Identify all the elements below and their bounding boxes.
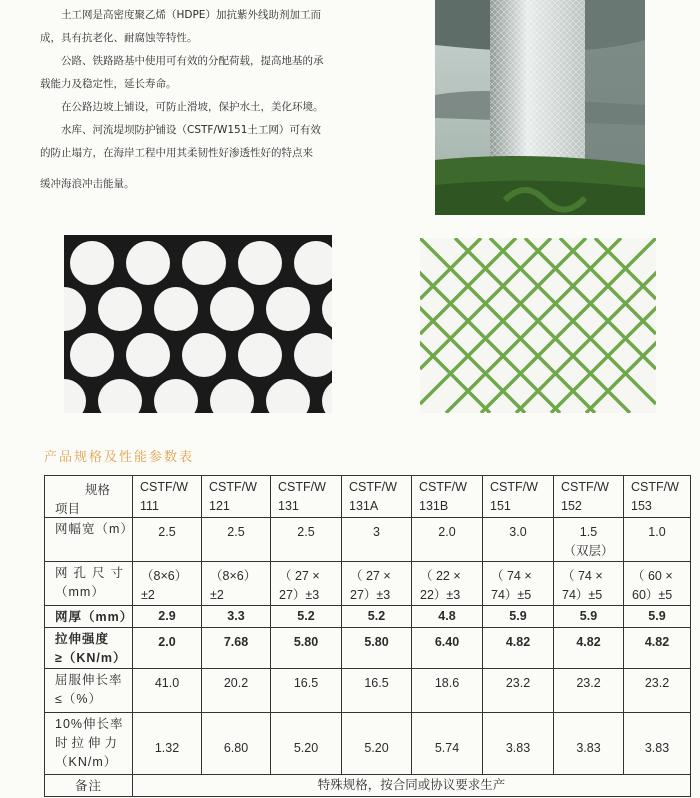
cell: 5.20: [342, 713, 412, 775]
cell: 4.82: [554, 628, 624, 669]
cell: （ 74 × 74）±5: [483, 562, 554, 606]
cell: 7.68: [202, 628, 271, 669]
cell: 16.5: [271, 669, 342, 713]
row-label: 网厚（mm）: [45, 606, 133, 628]
row-label: 网孔尺寸 （mm）: [45, 562, 133, 606]
intro-line: 成，具有抗老化、耐腐蚀等特性。: [40, 32, 198, 44]
cell: 1.0: [624, 518, 691, 562]
table-row: [45, 775, 691, 797]
row-label: 备注: [45, 775, 133, 797]
model-header: CSTF/W 131A: [342, 476, 412, 518]
cell: （ 27 × 27）±3: [271, 562, 342, 606]
cell: 20.2: [202, 669, 271, 713]
cell: 4.8: [412, 606, 483, 628]
cell: 3.83: [624, 713, 691, 775]
green-geonet-image: [420, 238, 656, 413]
model-header: CSTF/W 131: [271, 476, 342, 518]
cell: （ 74 × 74）±5: [554, 562, 624, 606]
table-row: [45, 628, 691, 669]
cell: 18.6: [412, 669, 483, 713]
cell: 2.5: [202, 518, 271, 562]
cell: （ 22 × 22）±3: [412, 562, 483, 606]
remark-cell: 特殊规格，按合同或协议要求生产: [133, 775, 691, 797]
table-row: [45, 606, 691, 628]
cell: 23.2: [483, 669, 554, 713]
model-header: CSTF/W 152: [554, 476, 624, 518]
row-label: 10%伸长率 时拉伸力 （KN/m）: [45, 713, 133, 775]
cell: 4.82: [624, 628, 691, 669]
black-geonet-image: [64, 235, 332, 413]
cell: 2.5: [133, 518, 202, 562]
intro-line: 在公路边坡上铺设，可防止滑坡，保护水土，美化环境。: [61, 101, 324, 113]
corner-top: 规格: [85, 483, 111, 497]
section-title: 产品规格及性能参数表: [44, 450, 195, 465]
spec-table: [44, 475, 691, 797]
cell: 2.0: [412, 518, 483, 562]
cell: 6.40: [412, 628, 483, 669]
intro-line: 的防止塌方，在海岸工程中用其柔韧性好渗透性好的特点来: [40, 147, 313, 159]
intro-line: 缓冲海浪冲击能量。: [40, 178, 135, 190]
cell: 41.0: [133, 669, 202, 713]
cell: （ 60 × 60）±5: [624, 562, 691, 606]
table-row: [45, 562, 691, 606]
cell: 5.74: [412, 713, 483, 775]
corner-cell: [45, 476, 133, 518]
table-row: [45, 518, 691, 562]
cell: 2.0: [133, 628, 202, 669]
row-label: 屈服伸长率 ≤（%）: [45, 669, 133, 713]
cell: 3.83: [483, 713, 554, 775]
cell: 5.2: [271, 606, 342, 628]
pillar-photo: [435, 0, 645, 215]
cell: 5.9: [483, 606, 554, 628]
table-row: [45, 669, 691, 713]
cell: 5.80: [342, 628, 412, 669]
row-label: 拉伸强度 ≥（KN/m）: [45, 628, 133, 669]
cell: 16.5: [342, 669, 412, 713]
cell: 6.80: [202, 713, 271, 775]
cell: （ 27 × 27）±3: [342, 562, 412, 606]
model-header: CSTF/W 121: [202, 476, 271, 518]
cell: 5.80: [271, 628, 342, 669]
cell: 5.2: [342, 606, 412, 628]
model-header: CSTF/W 111: [133, 476, 202, 518]
cell: 3.3: [202, 606, 271, 628]
table-header-row: [45, 476, 691, 518]
model-header: CSTF/W 131B: [412, 476, 483, 518]
cell: 3.0: [483, 518, 554, 562]
intro-line: 载能力及稳定性，延长寿命。: [40, 78, 177, 90]
cell: 3: [342, 518, 412, 562]
intro-line: 水库、河流堤坝防护铺设（CSTF/W151土工网）可有效: [61, 124, 321, 136]
intro-line: 土工网是高密度聚乙烯（HDPE）加抗紫外线助剂加工而: [61, 9, 321, 21]
row-label: 网幅宽（m）: [45, 518, 133, 562]
cell: 1.32: [133, 713, 202, 775]
corner-bottom: 项目: [55, 502, 81, 516]
model-header: CSTF/W 151: [483, 476, 554, 518]
model-header: CSTF/W 153: [624, 476, 691, 518]
cell: 23.2: [624, 669, 691, 713]
cell: 5.9: [554, 606, 624, 628]
table-row: [45, 713, 691, 775]
cell: 3.83: [554, 713, 624, 775]
cell: （8×6） ±2: [202, 562, 271, 606]
cell: 2.5: [271, 518, 342, 562]
cell: 1.5 （双层）: [554, 518, 624, 562]
cell: （8×6） ±2: [133, 562, 202, 606]
cell: 5.20: [271, 713, 342, 775]
cell: 2.9: [133, 606, 202, 628]
cell: 4.82: [483, 628, 554, 669]
cell: 23.2: [554, 669, 624, 713]
cell: 5.9: [624, 606, 691, 628]
intro-line: 公路、铁路路基中使用可有效的分配荷载，提高地基的承: [61, 55, 324, 67]
intro-text: [40, 4, 370, 196]
